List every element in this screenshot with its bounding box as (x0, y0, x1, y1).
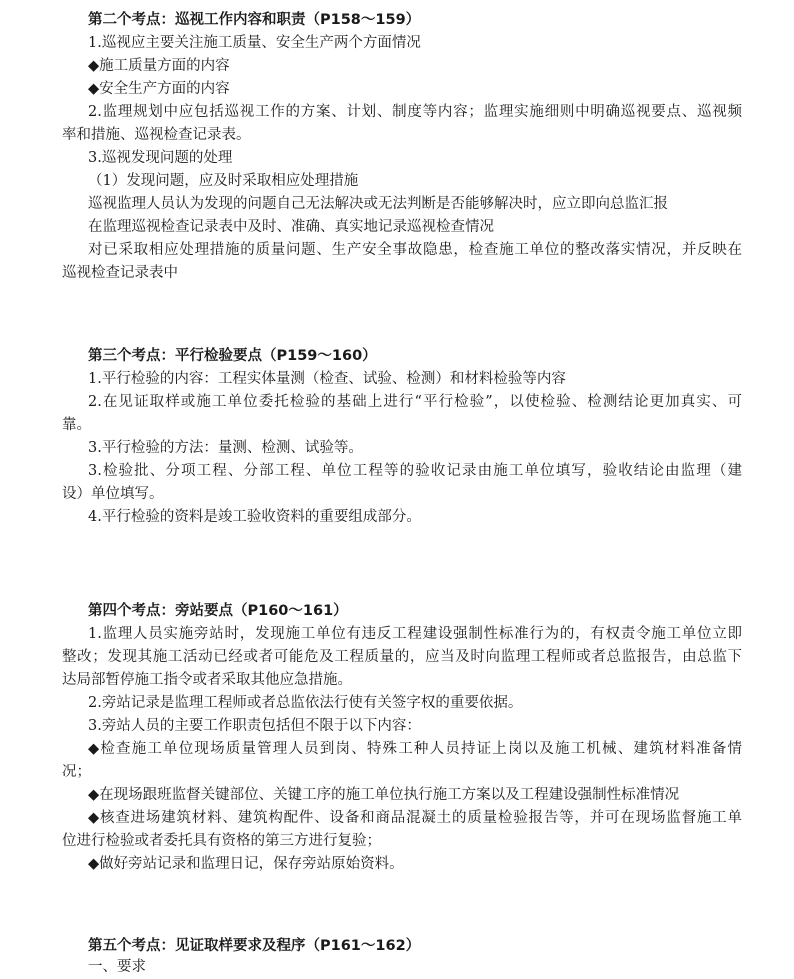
paragraph-line: 1.巡视应主要关注施工质量、安全生产两个方面情况 (88, 35, 421, 51)
paragraph-line: 整改；发现其施工活动已经或者可能危及工程质量的，应当及时向监理工程师或者总监报告，由总监下 (62, 649, 742, 665)
paragraph-line: 一、要求 (88, 959, 146, 975)
bullet-line: ◆施工质量方面的内容 (88, 58, 230, 74)
bullet-line: ◆核查进场建筑材料、建筑构配件、设备和商品混凝土的质量检验报告等，并可在现场监督施工单 (88, 810, 742, 826)
paragraph-line: 位进行检验或者委托具有资格的第三方进行复验； (62, 833, 381, 849)
paragraph-line: 在监理巡视检查记录表中及时、准确、真实地记录巡视检查情况 (88, 219, 494, 235)
paragraph-line: （1）发现问题，应及时采取相应处理措施 (88, 173, 359, 189)
section-heading: 第二个考点：巡视工作内容和职责（P158～159） (88, 12, 421, 28)
section-heading: 第四个考点：旁站要点（P160～161） (88, 603, 348, 619)
paragraph-line: 靠。 (62, 417, 91, 433)
paragraph-line: 设）单位填写。 (62, 486, 164, 502)
paragraph-line: 况； (62, 764, 91, 780)
section-heading: 第五个考点：见证取样要求及程序（P161～162） (88, 938, 421, 954)
paragraph-line: 2.旁站记录是监理工程师或者总监依法行使有关签字权的重要依据。 (88, 695, 523, 711)
section-heading: 第三个考点：平行检验要点（P159～160） (88, 348, 377, 364)
bullet-line: ◆安全生产方面的内容 (88, 81, 230, 97)
paragraph-line: 巡视监理人员认为发现的问题自己无法解决或无法判断是否能够解决时，应立即向总监汇报 (88, 196, 668, 212)
paragraph-line: 巡视检查记录表中 (62, 265, 178, 281)
paragraph-line: 1.平行检验的内容：工程实体量测（检查、试验、检测）和材料检验等内容 (88, 371, 566, 387)
bullet-line: ◆在现场跟班监督关键部位、关键工序的施工单位执行施工方案以及工程建设强制性标准情况 (88, 787, 680, 803)
paragraph-line: 率和措施、巡视检查记录表。 (62, 127, 251, 143)
paragraph-line: 对已采取相应处理措施的质量问题、生产安全事故隐患，检查施工单位的整改落实情况，并反映在 (88, 242, 742, 258)
paragraph-line: 1.监理人员实施旁站时，发现施工单位有违反工程建设强制性标准行为的，有权责令施工单位立即 (88, 626, 742, 642)
paragraph-line: 达局部暂停施工指令或者采取其他应急措施。 (62, 672, 352, 688)
paragraph-line: 4.平行检验的资料是竣工验收资料的重要组成部分。 (88, 509, 421, 525)
paragraph-line: 2.在见证取样或施工单位委托检验的基础上进行“平行检验”，以使检验、检测结论更加真实、可 (88, 394, 742, 410)
bullet-line: ◆检查施工单位现场质量管理人员到岗、特殊工种人员持证上岗以及施工机械、建筑材料准备情 (88, 741, 742, 757)
paragraph-line: 3.检验批、分项工程、分部工程、单位工程等的验收记录由施工单位填写，验收结论由监理（建 (88, 463, 742, 479)
paragraph-line: 3.巡视发现问题的处理 (88, 150, 233, 166)
paragraph-line: 3.旁站人员的主要工作职责包括但不限于以下内容： (88, 718, 421, 734)
paragraph-line: 2.监理规划中应包括巡视工作的方案、计划、制度等内容；监理实施细则中明确巡视要点、巡视频 (88, 104, 742, 120)
bullet-line: ◆做好旁站记录和监理日记，保存旁站原始资料。 (88, 856, 404, 872)
paragraph-line: 3.平行检验的方法：量测、检测、试验等。 (88, 440, 363, 456)
